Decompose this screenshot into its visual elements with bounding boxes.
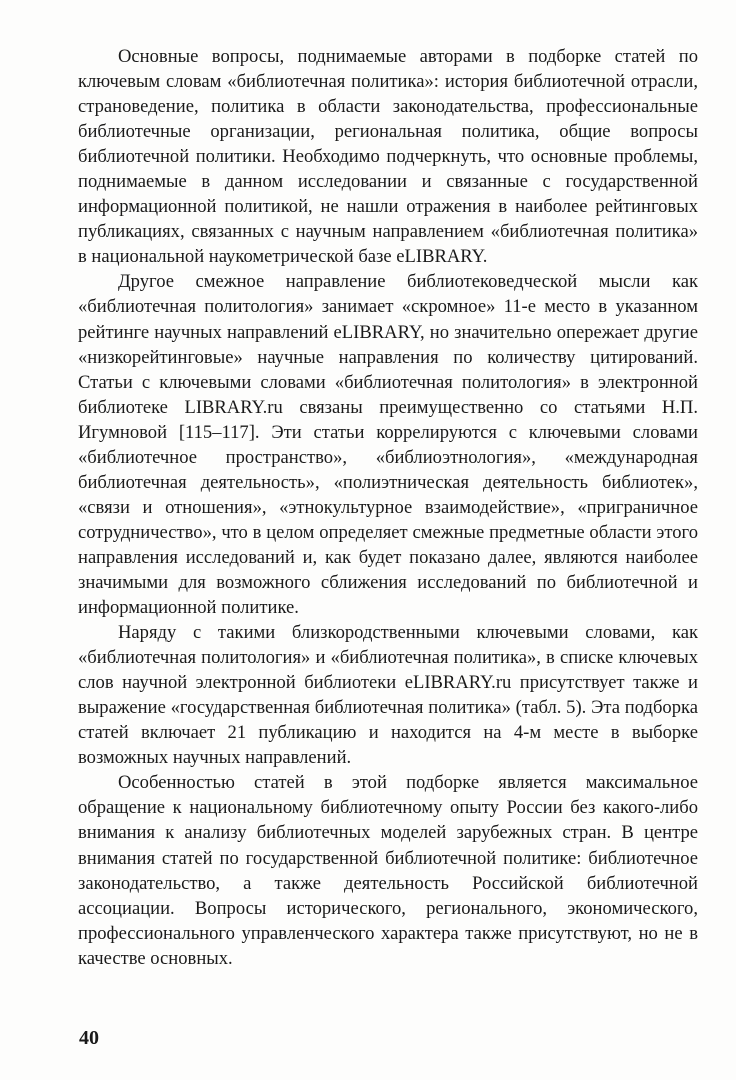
paragraph-4: Особенностью статей в этой подборке является максимальное обращение к национальному библиотечному опыту России без какого-либо внимания к анализу библиотечных моделей зарубежных стран. В центре внимания статей по государственной библиотечной политике: библиотечное законодательство, а также деятельность Российской библиотечной ассоциации. Вопросы исторического, регионального, экономического, профессионального управленческого характера также присутствуют, но не в качестве основных. xyxy=(78,772,698,969)
paragraph-1: Основные вопросы, поднимаемые авторами в подборке статей по ключевым словам «библиотечная политика»: история библиотечной отрасли, страноведение, политика в области законодательства, профессиональные библиотечные организации, региональная политика, общие вопросы библиотечной политики. Необходимо подчеркнуть, что основные проблемы, поднимаемые в данном исследовании и связанные с государственной информационной политикой, не нашли отражения в наиболее рейтинговых публикациях, связанных с научным направлением «библиотечная политика» в национальной наукометрической базе eLIBRARY. xyxy=(78,46,698,268)
body-text xyxy=(78,44,698,971)
page-number: 40 xyxy=(79,1027,99,1049)
paragraph-3: Наряду с такими близкородственными ключевыми словами, как «библиотечная политология» и «библиотечная политика», в списке ключевых слов научной электронной библиотеки eLIBRARY.ru присутствует также и выражение «государственная библиотечная политика» (табл. 5). Эта подборка статей включает 21 публикацию и находится на 4-м месте в выборке возможных научных направлений. xyxy=(78,622,698,769)
paragraph-2: Другое смежное направление библиотековедческой мысли как «библиотечная политология» занимает «скромное» 11-е место в указанном рейтинге научных направлений eLIBRARY, но значительно опережает другие «низкорейтинговые» научные направления по количеству цитирований. Статьи с ключевыми словами «библиотечная политология» в электронной библиотеке LIBRARY.ru связаны преимущественно со статьями Н.П. Игумновой [115–117]. Эти статьи коррелируются с ключевыми словами «библиотечное пространство», «библиоэтнология», «международная библиотечная деятельность», «полиэтническая деятельность библиотек», «связи и отношения», «этнокультурное взаимодействие», «приграничное сотрудничество», что в целом определяет смежные предметные области этого направления исследований и, как будет показано далее, являются наиболее значимыми для возможного сближения исследований по библиотечной и информационной политике. xyxy=(78,271,698,619)
